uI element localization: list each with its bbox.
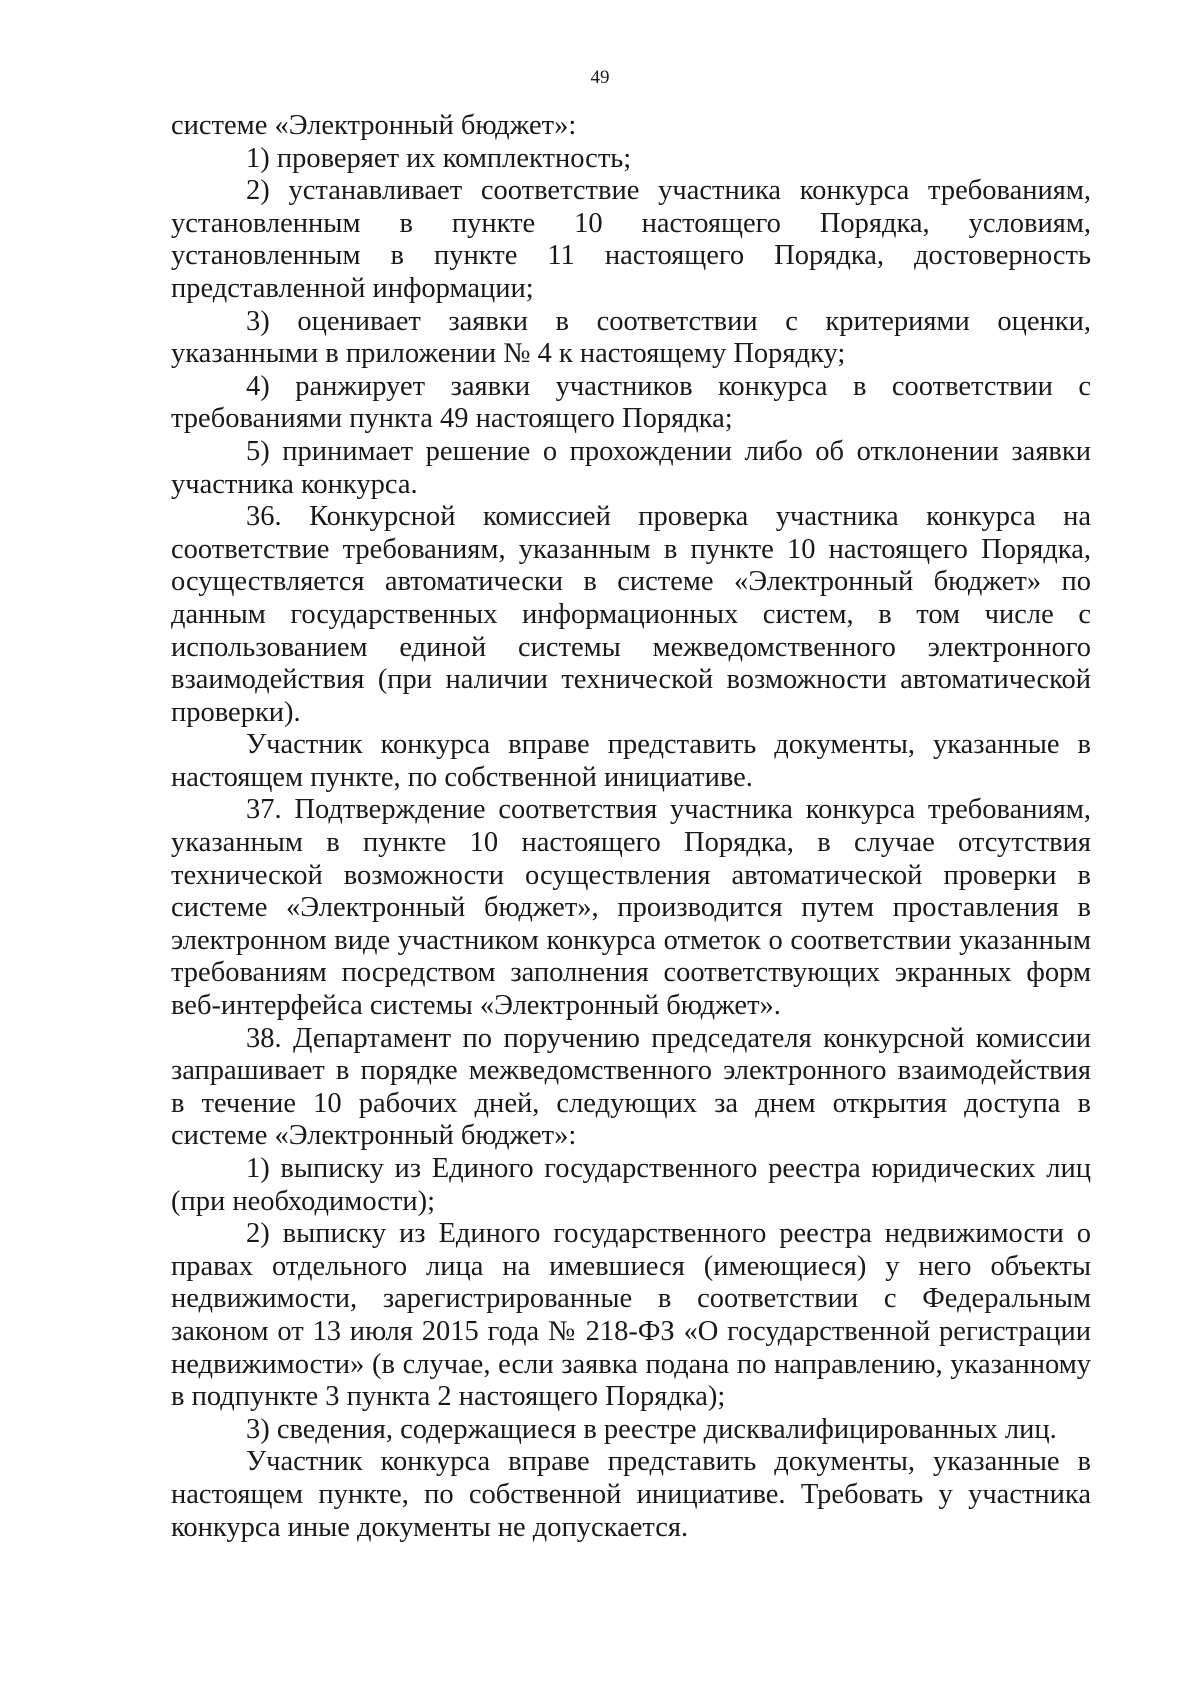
paragraph-clause-38-note: Участник конкурса вправе представить документы, указанные в настоящем пункте, по собственной инициативе. Требовать у участника конкурса иные документы не допускается. xyxy=(171,1446,1091,1543)
paragraph-continuation: системе «Электронный бюджет»: xyxy=(171,110,577,141)
paragraph-item-4-ranking: 4) ранжирует заявки участников конкурса в соответствии с требованиями пункта 49 настоящего Порядка; xyxy=(171,370,1091,435)
paragraph-clause-38-item-3: 3) сведения, содержащиеся в реестре дисквалифицированных лиц. xyxy=(246,1413,1057,1445)
document-body xyxy=(171,110,1091,1544)
paragraph-clause-38-item-1: 1) выписку из Единого государственного реестра юридических лиц (при необходимости); xyxy=(171,1153,1091,1217)
paragraph-item-3-evaluation: 3) оценивает заявки в соответствии с критериями оценки, указанными в приложении № 4 к настоящему Порядку; xyxy=(171,305,1091,370)
paragraph-item-2-compliance: 2) устанавливает соответствие участника конкурса требованиям, установленным в пункте 10 настоящего Порядка, условиям, установленным в пункте 11 настоящего Порядка, достоверность представленной информации; xyxy=(171,175,1091,304)
paragraph-clause-36: 36. Конкурсной комиссией проверка участника конкурса на соответствие требованиям, указанным в пункте 10 настоящего Порядка, осуществляется автоматически в системе «Электронный бюджет» по данным государственных информационных систем, в том числе с использованием единой системы межведомственного электронного взаимодействия (при наличии технической возможности автоматической проверки). xyxy=(171,501,1091,728)
paragraph-clause-38-item-2: 2) выписку из Единого государственного реестра недвижимости о правах отдельного лица на имевшиеся (имеющиеся) у него объекты недвижимости, зарегистрированные в соответствии с Федеральным законом от 13 июля 2015 года № 218-ФЗ «О государственной регистрации недвижимости» (в случае, если заявка подана по направлению, указанному в подпункте 3 пункта 2 настоящего Порядка); xyxy=(171,1218,1091,1413)
paragraph-item-1-completeness: 1) проверяет их комплектность; xyxy=(246,142,632,174)
page-number: 49 xyxy=(590,67,610,88)
paragraph-clause-36-note: Участник конкурса вправе представить документы, указанные в настоящем пункте, по собственной инициативе. xyxy=(171,729,1091,793)
paragraph-item-5-decision: 5) принимает решение о прохождении либо об отклонении заявки участника конкурса. xyxy=(171,435,1091,500)
paragraph-clause-37: 37. Подтверждение соответствия участника конкурса требованиям, указанным в пункте 10 настоящего Порядка, в случае отсутствия технической возможности осуществления автоматической проверки в системе «Электронный бюджет», производится путем проставления в электронном виде участником конкурса отметок о соответствии указанным требованиям посредством заполнения соответствующих экранных форм веб-интерфейса системы «Электронный бюджет». xyxy=(171,794,1091,1022)
paragraph-clause-38: 38. Департамент по поручению председателя конкурсной комиссии запрашивает в порядке межведомственного электронного взаимодействия в течение 10 рабочих дней, следующих за днем открытия доступа в системе «Электронный бюджет»: xyxy=(171,1022,1091,1152)
